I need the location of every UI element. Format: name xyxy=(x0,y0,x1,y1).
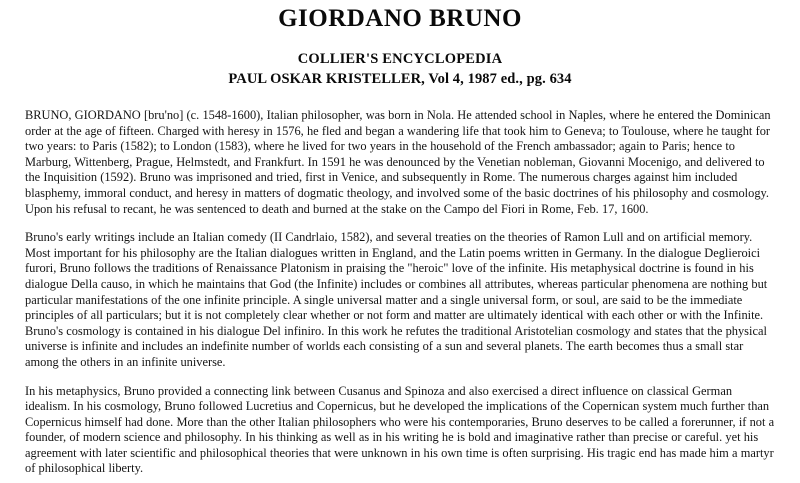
page-title: GIORDANO BRUNO xyxy=(278,5,522,32)
article-body xyxy=(25,108,775,477)
paragraph-3: In his metaphysics, Bruno provided a connecting link between Cusanus and Spinoza and also exercised a direct influence on classical German idealism. In his cosmology, Bruno followed Lucretius and Copernicus, but he developed the implications of the Copernican system much further than Copernicus himself had done. More than the other Italian philosophers who were his contemporaries, Bruno deserves to be called a forerunner, if not a founder, of modern science and philosophy. In his thinking as well as in his writing he is bold and imaginative rather than precise or careful. yet his agreement with later scientific and philosophical theories that were unknown in his own time is often surprising. His tragic end has made him a martyr of philosophical liberty. xyxy=(25,383,775,476)
paragraph-1: BRUNO, GIORDANO [bru'no] (c. 1548-1600), Italian philosopher, was born in Nola. He attended school in Naples, where he entered the Dominican order at the age of fifteen. Charged with heresy in 1576, he fled and began a wandering life that took him to Geneva; to Toulouse, where he taught for two years: to Paris (1582); to London (1583), where he lived for two years in the household of the French ambassador; again to Paris; hence to Marburg, Wittenberg, Prague, Helmstedt, and Frankfurt. In 1591 he was denounced by the Venetian nobleman, Giovanni Mocenigo, and delivered to the Inquisition (1592). Bruno was imprisoned and tried, first in Venice, and subsequently in Rome. The numerous charges against him included blasphemy, immoral conduct, and heresy in matters of dogmatic theology, and involved some of the basic doctrines of his philosophy and cosmology. Upon his refusal to recant, he was sentenced to death and burned at the stake on the Campo del Fiori in Rome, Feb. 17, 1600. xyxy=(25,108,771,216)
author-citation: PAUL OSKAR KRISTELLER, Vol 4, 1987 ed., pg. 634 xyxy=(228,71,572,87)
paragraph-2: Bruno's early writings include an Italian comedy (II Candrlaio, 1582), and several treaties on the theories of Ramon Lull and on artificial memory. Most important for his philosophy are the Italian dialogues written in England, and the Latin poems written in Germany. In the dialogue Deglieroici furori, Bruno follows the traditions of Renaissance Platonism in praising the "heroic" love of the infinite. His metaphysical doctrine is found in his dialogue Della causo, in which he maintains that God (the Infinite) includes or combines all attributes, whereas particular phenomena are nothing but particular manifestations of the one infinite principle. A single universal matter and a single universal form, or soul, are said to be the immediate principles of all particulars; but it is not completely clear whether or not form and matter are ultimately identical with each other or with the Infinite. Bruno's cosmology is contained in his dialogue Del infiniro. In this work he refutes the traditional Aristotelian cosmology and states that the physical universe is infinite and includes an indefinite number of worlds each consisting of a sun and several planets. The earth becomes thus a small star among the others in an infinite universe. xyxy=(25,230,768,369)
source-name: COLLIER'S ENCYCLOPEDIA xyxy=(297,51,503,67)
source-attribution-block xyxy=(25,50,775,89)
